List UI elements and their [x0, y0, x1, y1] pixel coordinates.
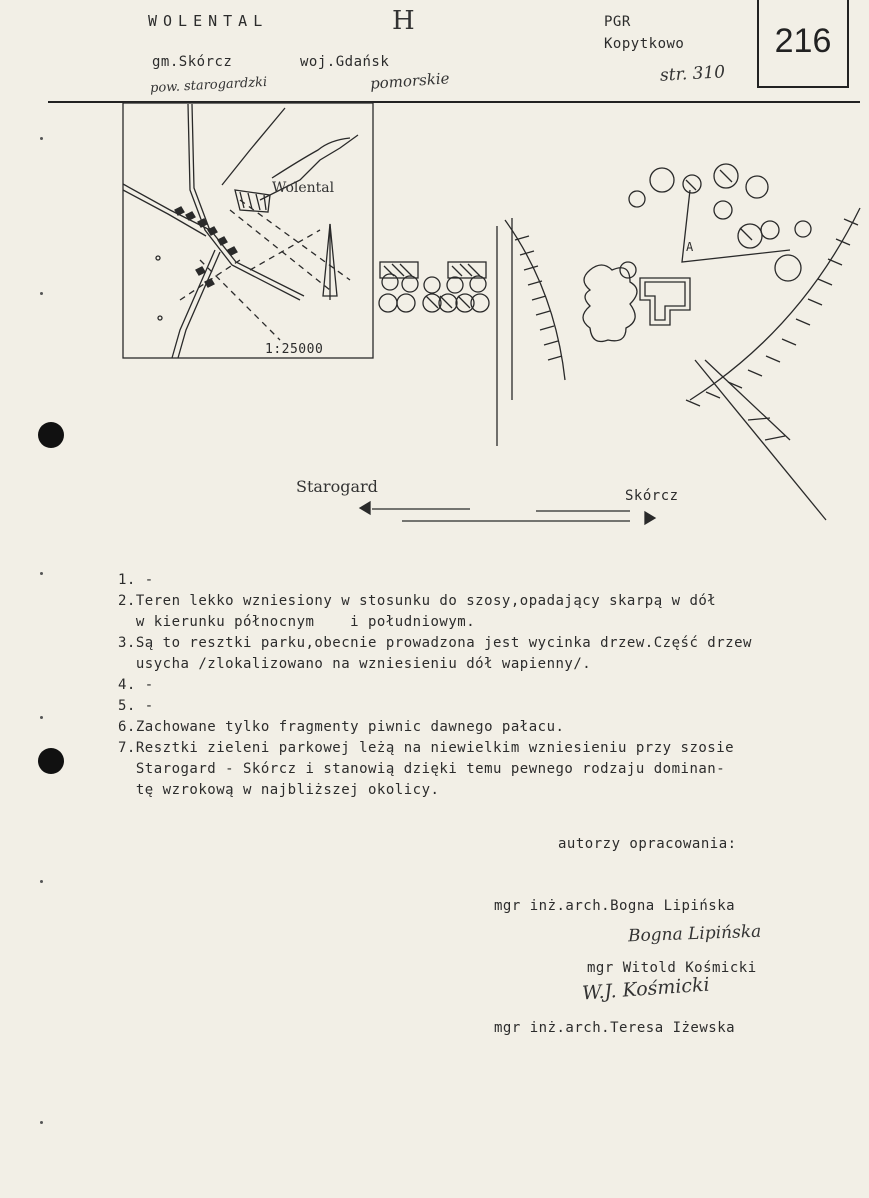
list-item: 7.Resztki zieleni parkowej leżą na niewielkim wzniesieniu przy szosie — [118, 740, 735, 756]
margin-dot — [40, 572, 43, 575]
list-item: tę wzrokową w najbliższej okolicy. — [118, 782, 440, 798]
margin-dot — [40, 880, 43, 883]
point-a-label: A — [686, 240, 694, 254]
place-mark: H — [392, 6, 415, 36]
author-3: mgr inż.arch.Teresa Iżewska — [494, 1020, 736, 1036]
list-item: 2.Teren lekko wzniesiony w stosunku do szosy,opadający skarpą w dół — [118, 593, 717, 609]
margin-dot — [40, 716, 43, 719]
list-item: 5. - — [118, 698, 154, 714]
margin-dot — [40, 1121, 43, 1124]
east-direction-label: Skórcz — [625, 488, 679, 504]
owner-line-2: Kopytkowo — [604, 36, 685, 52]
signature-1: Bogna Lipińska — [627, 921, 762, 947]
west-direction-label: Starogard — [296, 477, 378, 496]
region-handwritten: pomorskie — [369, 69, 451, 93]
list-item: 6.Zachowane tylko fragmenty piwnic dawnego pałacu. — [118, 719, 565, 735]
page-reference: str. 310 — [659, 62, 726, 86]
punch-hole-bottom — [38, 748, 64, 774]
map-scale: 1:25000 — [265, 342, 324, 357]
list-item: 1. - — [118, 572, 154, 588]
list-item: 4. - — [118, 677, 154, 693]
site-sketch-map — [0, 0, 869, 560]
voivodeship-label: woj.Gdańsk — [300, 54, 390, 70]
village-label: Wolental — [272, 180, 335, 196]
author-2: mgr Witold Kośmicki — [587, 960, 757, 976]
list-item: w kierunku północnym i południowym. — [118, 614, 476, 630]
author-1: mgr inż.arch.Bogna Lipińska — [494, 898, 736, 914]
signature-2: W.J. Kośmicki — [581, 973, 711, 1005]
authors-heading: autorzy opracowania: — [558, 836, 737, 852]
owner-line-1: PGR — [604, 14, 631, 30]
list-item: usycha /zlokalizowano na wzniesieniu dół wapienny/. — [118, 656, 592, 672]
list-item: Starogard - Skórcz i stanowią dzięki temu pewnego rodzaju dominan- — [118, 761, 726, 777]
district-handwritten: pow. starogardzki — [149, 74, 268, 97]
gmina-label: gm.Skórcz — [152, 54, 233, 70]
description-list — [118, 570, 863, 801]
document-number: 216 — [774, 22, 832, 60]
list-item: 3.Są to resztki parku,obecnie prowadzona jest wycinka drzew.Część drzew — [118, 635, 752, 651]
place-name: WOLENTAL — [148, 12, 269, 30]
